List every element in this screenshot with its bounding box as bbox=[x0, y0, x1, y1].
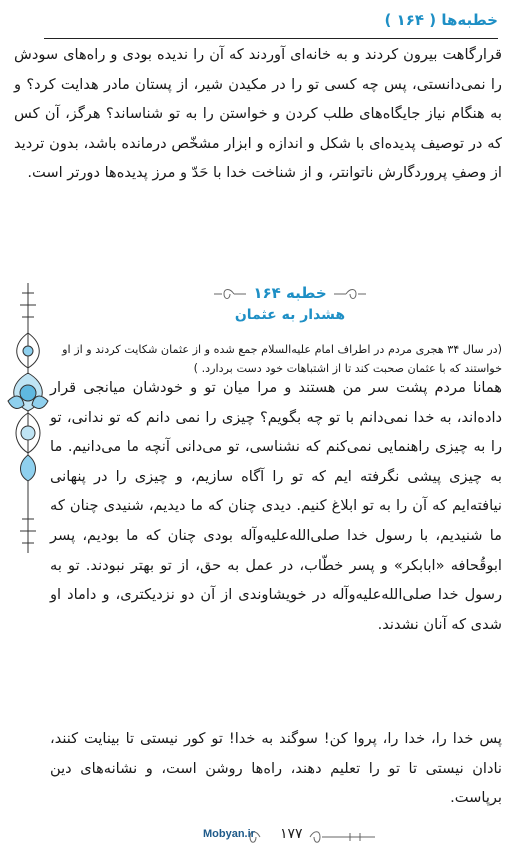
scroll-ornament-icon bbox=[332, 287, 368, 301]
floral-ornament-icon bbox=[4, 283, 52, 553]
sermon-heading bbox=[120, 282, 460, 326]
header-rule bbox=[44, 38, 498, 39]
scroll-ornament-icon bbox=[212, 287, 248, 301]
page-header bbox=[44, 8, 498, 36]
watermark: Mobyan.ir bbox=[203, 828, 255, 840]
sermon-title: خطبه ۱۶۴ bbox=[253, 284, 327, 302]
paragraph-2: همانا مردم پشت سر من هستند و مرا میان تو و خودشان میانجی قرار داده‌اند، به خدا نمی‌دانم با تو چه بگویم؟ چیزی را نمی دانم که تو ندانی، تو را به چیزی راهنمایی نمی‌کنم که نشناسی، تو می‌دانی آنچه ما می‌دانیم. ما به چیزی پیشی نگرفته ایم که تو را آگاه سازیم، و چیزی را در پنهانی نیافته‌ایم که آن را به تو ابلاغ کنیم. دیدی چنان که ما دیدیم، شنیدی چنان که ما شنیدیم، با رسول خدا صلی‌الله‌علیه‌وآله بودی چنان که ما بودیم، پسر ابوقُحافه «ابابکر» و پسر خطّاب، در عمل به حق، از تو بهتر نبودند. تو به رسول خدا صلی‌الله‌علیه‌وآله در خویشاوندی از آن دو نزدیکتری، و داماد او شدی که آنان نشدند. bbox=[50, 379, 502, 633]
page-number: ۱۷۷ bbox=[280, 826, 303, 842]
paragraph-3: پس خدا را، خدا را، پروا کن! سوگند به خدا! تو کور نیستی تا بینایت کنند، نادان نیستی تا تو را تعلیم دهند، راه‌ها روشن است، و نشانه‌های دین برپاست. bbox=[50, 730, 502, 807]
context-note: (در سال ۳۴ هجری مردم در اطراف امام علیه‌السلام جمع شده و از عثمان شکایت کردند و از او خواستند که با عثمان صحبت کند تا از اشتباهات خود دست بردارد. ) bbox=[62, 343, 502, 375]
sermon-subtitle: هشدار به عثمان bbox=[234, 307, 346, 323]
page-footer bbox=[160, 826, 380, 848]
header-title: خطبه‌ها ( ۱۶۴ ) bbox=[384, 11, 498, 29]
paragraph-1: قرارگاهت بیرون کردند و به خانه‌ای آوردند که آن را ندیده بودی و راه‌های سودش را نمی‌دانستی، پس چه کسی تو را در مکیدن شیر، از پستان مادر هدایت کرد؟ و به هنگام نیاز جایگاه‌های طلب کردن و خواستن را به تو شناساند؟ هرگز، آن کس که در توصیف پدیده‌ای با شکل و اندازه و ابزار مشخّص درمانده باشد، بدون تردید از وصفِ پروردگارش ناتوانتر، و از شناخت خدا با حَدّ و مرز پدیده‌ها دورتر است. bbox=[14, 46, 502, 182]
footer-ornament-icon bbox=[160, 826, 380, 848]
sermon-title-row bbox=[120, 282, 460, 304]
